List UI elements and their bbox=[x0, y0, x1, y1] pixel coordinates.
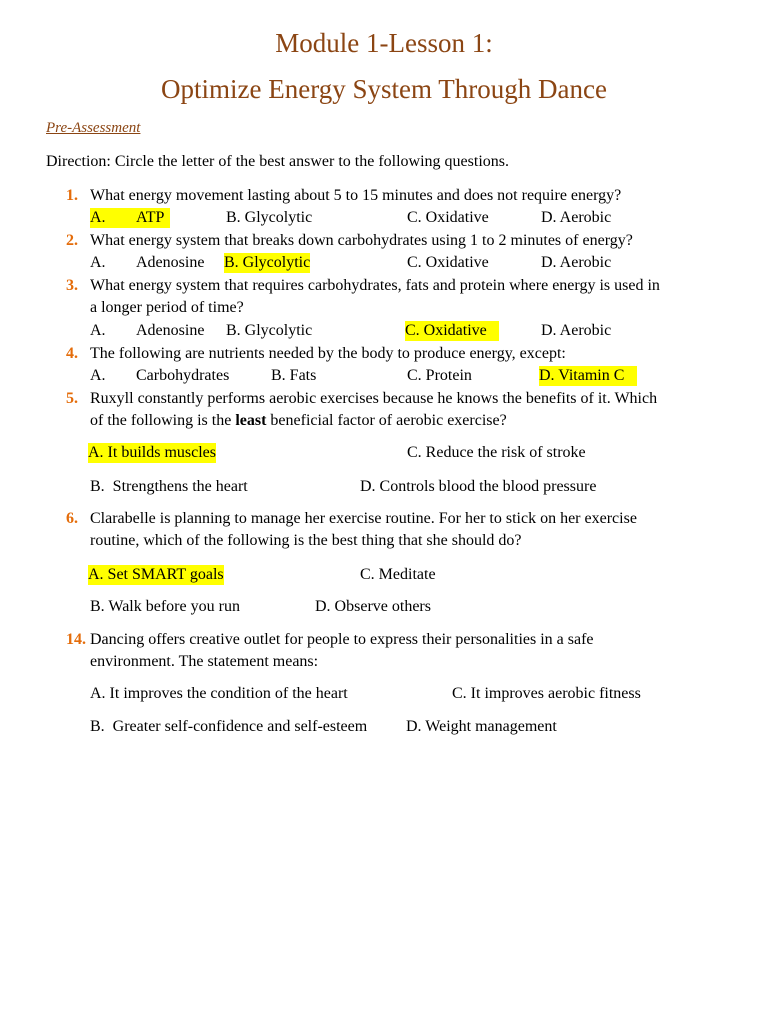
question-text: environment. The statement means: bbox=[90, 653, 319, 670]
question-number: 5. bbox=[66, 390, 78, 407]
question-number: 4. bbox=[66, 345, 78, 362]
answer-option: D. Aerobic bbox=[541, 209, 612, 226]
answer-option: B. Greater self-confidence and self-esteem bbox=[90, 718, 368, 735]
lesson-title: Optimize Energy System Through Dance bbox=[161, 74, 607, 104]
question-text: What energy movement lasting about 5 to 15 minutes and does not require energy? bbox=[90, 187, 622, 204]
answer-option: A. ATP bbox=[90, 208, 170, 228]
answer-option: B. Glycolytic bbox=[226, 209, 313, 226]
answer-option: C. Oxidative bbox=[407, 209, 489, 226]
answer-option: B. Strengthens the heart bbox=[90, 478, 248, 495]
answer-option: A. Adenosine bbox=[90, 322, 205, 339]
question-text: Dancing offers creative outlet for people to express their personalities in a safe bbox=[90, 631, 594, 648]
direction-text: Direction: Circle the letter of the best answer to the following questions. bbox=[46, 153, 509, 170]
question-number: 2. bbox=[66, 232, 78, 249]
answer-option: C. It improves aerobic fitness bbox=[452, 685, 641, 702]
question-text: The following are nutrients needed by the body to produce energy, except: bbox=[90, 345, 566, 362]
question-number: 6. bbox=[66, 510, 78, 527]
answer-option: A. Set SMART goals bbox=[88, 566, 224, 583]
answer-option: A. It builds muscles bbox=[88, 444, 216, 461]
answer-option: B. Walk before you run bbox=[90, 598, 240, 615]
answer-option: A. Adenosine bbox=[90, 254, 205, 271]
answer-option: D. Observe others bbox=[315, 598, 431, 615]
answer-option: C. Meditate bbox=[360, 566, 436, 583]
answer-option: A. It improves the condition of the heart bbox=[90, 685, 348, 702]
answer-option: B. Fats bbox=[271, 367, 317, 384]
emphasis-word: least bbox=[235, 412, 267, 429]
question-text: What energy system that breaks down carbohydrates using 1 to 2 minutes of energy? bbox=[90, 232, 633, 249]
question-text: Ruxyll constantly performs aerobic exercises because he knows the benefits of it. Which bbox=[90, 390, 658, 407]
answer-option: B. Glycolytic bbox=[224, 254, 311, 271]
answer-option: C. Oxidative bbox=[407, 254, 489, 271]
question-text: Clarabelle is planning to manage her exercise routine. For her to stick on her exercise bbox=[90, 510, 637, 527]
answer-option: D. Aerobic bbox=[541, 322, 612, 339]
answer-option: C. Oxidative bbox=[405, 321, 499, 341]
answer-option: A. Carbohydrates bbox=[90, 367, 230, 384]
question-text: of the following is the least beneficial factor of aerobic exercise? bbox=[90, 412, 507, 429]
answer-option: D. Vitamin C bbox=[539, 366, 637, 386]
question-number: 14. bbox=[66, 631, 86, 648]
answer-option: C. Protein bbox=[407, 367, 472, 384]
answer-option: C. Reduce the risk of stroke bbox=[407, 444, 586, 461]
module-title: Module 1-Lesson 1: bbox=[275, 28, 493, 58]
answer-option: D. Controls blood the blood pressure bbox=[360, 478, 597, 495]
question-number: 3. bbox=[66, 277, 78, 294]
question-text: routine, which of the following is the best thing that she should do? bbox=[90, 532, 522, 549]
answer-option: B. Glycolytic bbox=[226, 322, 313, 339]
pre-assessment-heading: Pre-Assessment bbox=[46, 120, 141, 136]
question-text: a longer period of time? bbox=[90, 299, 244, 316]
answer-option: D. Aerobic bbox=[541, 254, 612, 271]
question-text: What energy system that requires carbohydrates, fats and protein where energy is used in bbox=[90, 277, 660, 294]
answer-option: D. Weight management bbox=[406, 718, 557, 735]
question-number: 1. bbox=[66, 187, 78, 204]
